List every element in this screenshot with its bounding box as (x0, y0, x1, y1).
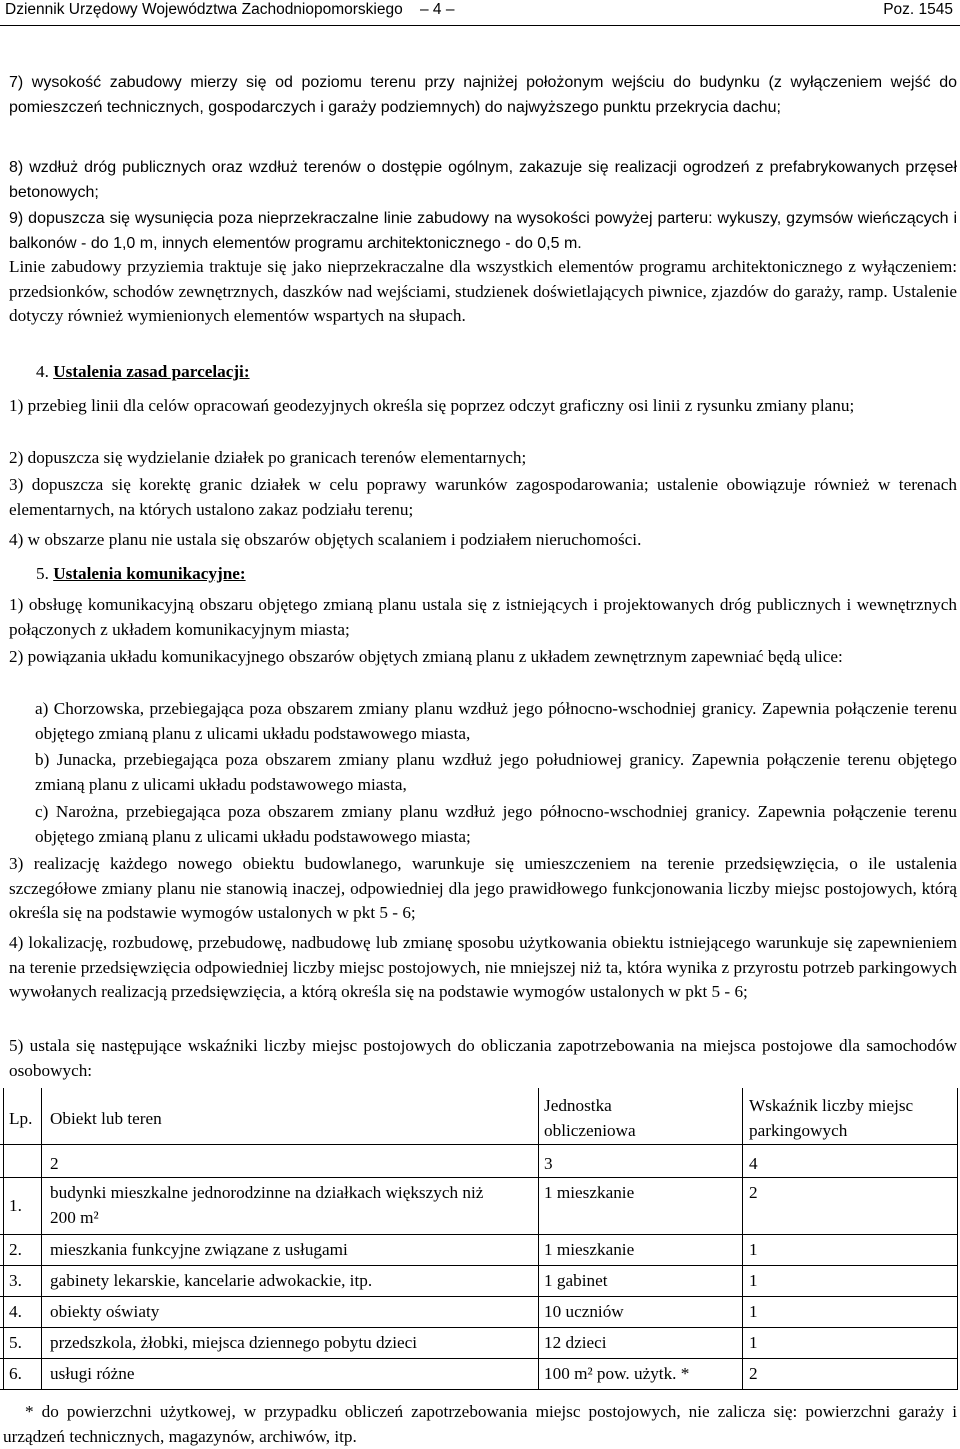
cell-unit: 1 mieszkanie (544, 1240, 635, 1259)
s5-item-1: 1) obsługę komunikacyjną obszaru objętego zmianą planu ustala się z istniejących i projektowanych dróg publicznych i wewnętrznych połączonych z układem komunikacyjnym miasta; (9, 595, 957, 639)
col-number-3: 3 (544, 1154, 553, 1173)
cell-lp: 5. (9, 1333, 22, 1352)
section-5-heading (36, 562, 936, 587)
s4-item-1: 1) przebieg linii dla celów opracowań geodezyjnych określa się poprzez odczyt graficzny osi linii z rysunku zmiany planu; (9, 396, 855, 415)
cell-object: gabinety lekarskie, kancelarie adwokackie, itp. (50, 1271, 373, 1290)
table-rule (0, 1389, 958, 1390)
table-rule (41, 1088, 42, 1389)
table-rule (0, 1177, 958, 1178)
table-rule (0, 1265, 958, 1266)
cell-indicator: 1 (749, 1271, 758, 1290)
cell-indicator: 1 (749, 1302, 758, 1321)
cell-object: usługi różne (50, 1364, 135, 1383)
col-number-2: 2 (50, 1154, 59, 1173)
table-rule (742, 1088, 743, 1389)
page-number: – 4 – (420, 1, 455, 18)
section-5-number: 5. (36, 564, 49, 583)
journal-title: Dziennik Urzędowy Województwa Zachodniopomorskiego (5, 1, 403, 18)
cell-lp: 2. (9, 1240, 22, 1259)
item-7: 7) wysokość zabudowy mierzy się od poziomu terenu przy najniżej położonym wejściu do budynku (z wyłączeniem wejść do pomieszczeń technicznych, gospodarczych i garaży podziemnych) do najwyższego punktu przekrycia dachu; (9, 74, 957, 116)
cell-indicator: 1 (749, 1240, 758, 1259)
cell-unit: 1 mieszkanie (544, 1183, 635, 1202)
cell-object: obiekty oświaty (50, 1302, 160, 1321)
table-rule (0, 1234, 958, 1235)
cell-unit: 10 uczniów (544, 1302, 624, 1321)
section-4-title: Ustalenia zasad parcelacji: (53, 362, 250, 381)
cell-indicator: 2 (749, 1364, 758, 1383)
table-rule (0, 1327, 958, 1328)
s5-item-2b: b) Junacka, przebiegająca poza obszarem zmiany planu wzdłuż jego południowej granicy. Zapewnia połączenie terenu objętego zmianą planu z ulicami układu podstawowego miasta, (35, 750, 957, 794)
cell-object: budynki mieszkalne jednorodzinne na działkach większych niż 200 m² (50, 1183, 484, 1227)
cell-lp: 6. (9, 1364, 22, 1383)
section-5-title: Ustalenia komunikacyjne: (53, 564, 246, 583)
section-4-number: 4. (36, 362, 49, 381)
item-9: 9) dopuszcza się wysunięcia poza nieprzekraczalne linie zabudowy na wysokości powyżej parteru: wykuszy, gzymsów wieńczących i balkonów - do 1,0 m, innych elementów programu architektonicznego - do 0,5 m. (9, 210, 957, 252)
s5-item-2: 2) powiązania układu komunikacyjnego obszarów objętych zmianą planu z układem zewnętrznym zapewniać będą ulice: (9, 647, 843, 666)
cell-indicator: 2 (749, 1183, 758, 1202)
cell-unit: 12 dzieci (544, 1333, 607, 1352)
page-header (5, 0, 955, 23)
cell-object: przedszkola, żłobki, miejsca dziennego pobytu dzieci (50, 1333, 418, 1352)
header-rule (0, 25, 960, 26)
table-rule (538, 1088, 539, 1389)
position-number: Poz. 1545 (883, 1, 953, 18)
s4-item-4: 4) w obszarze planu nie ustala się obszarów objętych scalaniem i podziałem nieruchomości. (9, 530, 642, 549)
s4-item-2: 2) dopuszcza się wydzielanie działek po granicach terenów elementarnych; (9, 448, 527, 467)
table-rule (0, 1296, 958, 1297)
cell-object: mieszkania funkcyjne związane z usługami (50, 1240, 348, 1259)
section-4-heading (36, 360, 936, 385)
cell-unit: 100 m² pow. użytk. * (544, 1364, 690, 1383)
s5-item-3: 3) realizację każdego nowego obiektu budowlanego, warunkuje się umieszczeniem na terenie przedsięwzięcia, o ile ustalenia szczegółowe zmiany planu nie stanowią inaczej, odpowiedniej dla jego prawidłowego funkcjonowania liczby miejsc postojowych, którą określa się na podstawie wymogów ustalonych w pkt 5 - 6; (9, 854, 957, 922)
footnote: * do powierzchni użytkowej, w przypadku obliczeń zapotrzebowania miejsc postojowych, nie zalicza się: powierzchni garaży i urządzeń technicznych, magazynów, archiwów, itp. (3, 1402, 957, 1446)
item-8: 8) wzdłuż dróg publicznych oraz wzdłuż terenów o dostępie ogólnym, zakazuje się realizacji ogrodzeń z prefabrykowanych przęseł betonowych; (9, 159, 957, 201)
s5-item-2c: c) Narożna, przebiegająca poza obszarem zmiany planu wzdłuż jego północno-wschodniej granicy. Zapewnia połączenie terenu objętego zmianą planu z ulicami układu podstawowego miasta; (35, 802, 957, 846)
s4-item-3: 3) dopuszcza się korektę granic działek w celu poprawy warunków zagospodarowania; ustalenie obowiązuje również w terenach elementarnych, na których ustalono zakaz podziału terenu; (9, 475, 957, 519)
s5-item-5: 5) ustala się następujące wskaźniki liczby miejsc postojowych do obliczania zapotrzebowania na miejsca postojowe dla samochodów osobowych: (9, 1036, 957, 1080)
cell-lp: 3. (9, 1271, 22, 1290)
s5-item-4: 4) lokalizację, rozbudowę, przebudowę, nadbudowę lub zmianę sposobu użytkowania obiektu istniejącego warunkuje się zapewnieniem na terenie przedsięwzięcia odpowiedniej liczby miejsc postojowych, nie mniejszej niż ta, która wynika z przyrostu potrzeb parkingowych wywołanych realizacją przedsięwzięcia, a którą określa się na podstawie wymogów ustalonych w pkt 5 - 6; (9, 933, 957, 1001)
s5-item-2a: a) Chorzowska, przebiegająca poza obszarem zmiany planu wzdłuż jego północno-wschodniej granicy. Zapewnia połączenie terenu objętego zmianą planu z ulicami układu podstawowego miasta, (35, 699, 957, 743)
cell-lp: 4. (9, 1302, 22, 1321)
table-rule (957, 1088, 958, 1389)
cell-indicator: 1 (749, 1333, 758, 1352)
th-lp: Lp. (9, 1109, 33, 1128)
cell-lp: 1. (9, 1196, 22, 1215)
table-rule (0, 1144, 958, 1145)
table-rule (0, 1358, 958, 1359)
th-unit: Jednostka obliczeniowa (544, 1096, 636, 1140)
table-rule (3, 1088, 4, 1389)
th-object: Obiekt lub teren (50, 1109, 162, 1128)
cell-unit: 1 gabinet (544, 1271, 608, 1290)
item-9-continuation: Linie zabudowy przyziemia traktuje się jako nieprzekraczalne dla wszystkich elementów programu architektonicznego z wyłączeniem: przedsionków, schodów zewnętrznych, daszków nad wejściami, studzienek doświetlających piwnice, zjazdów do garaży, ramp. Ustalenie dotyczy również wymienionych elementów wspartych na słupach. (9, 257, 957, 325)
th-indicator: Wskaźnik liczby miejsc parkingowych (749, 1096, 914, 1140)
col-number-4: 4 (749, 1154, 758, 1173)
